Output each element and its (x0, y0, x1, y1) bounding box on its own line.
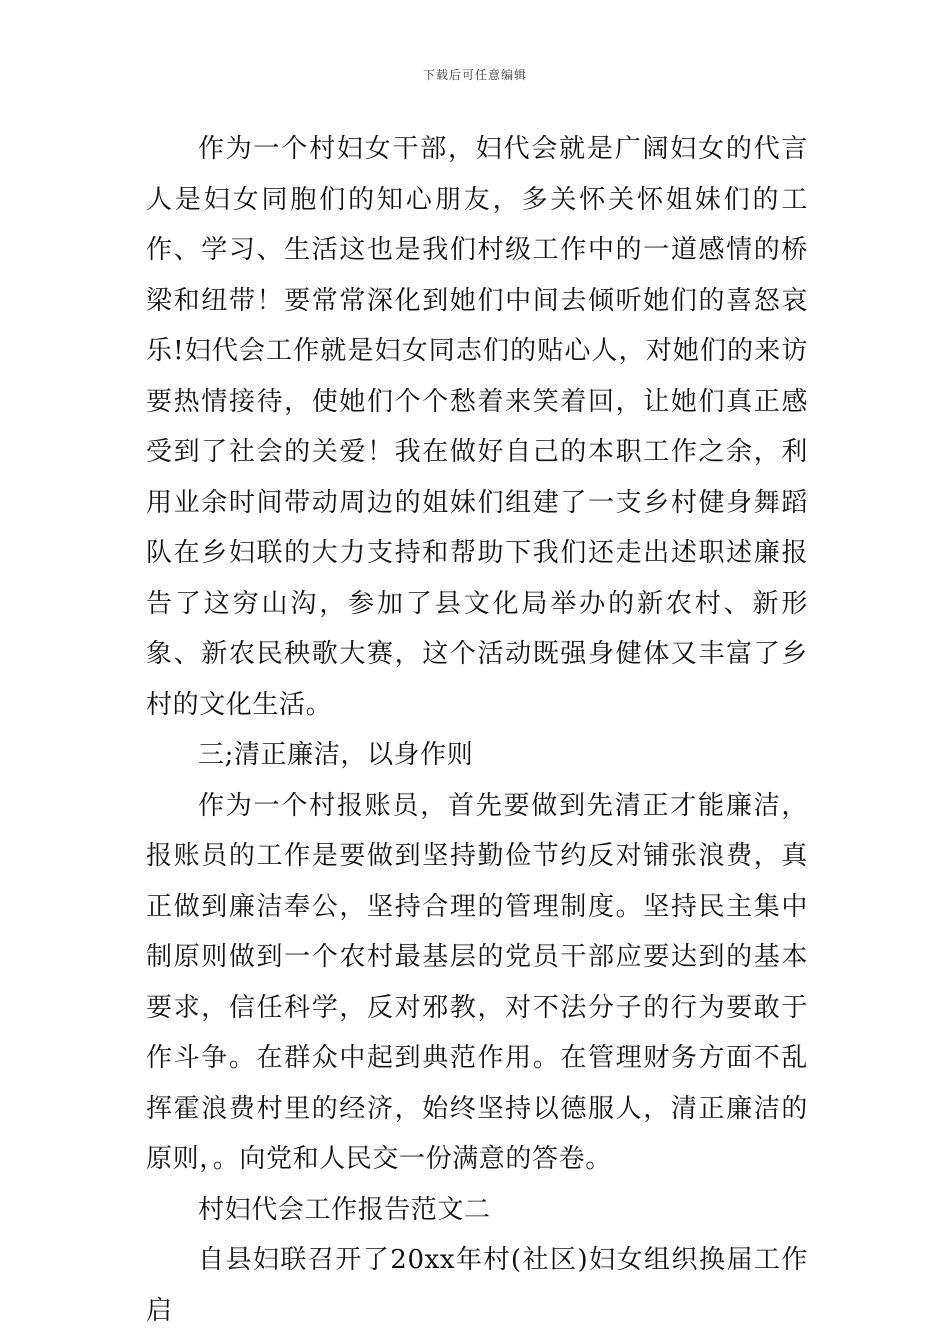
report-title-example-two: 村妇代会工作报告范文二 (198, 1194, 491, 1225)
document-body (146, 124, 808, 1336)
paragraph-county-federation: 自县妇联召开了20xx年村(社区)妇女组织换届工作启 (146, 1245, 808, 1326)
page-header-note: 下载后可任意编辑 (422, 68, 527, 82)
paragraph-women-cadre: 作为一个村妇女干部，妇代会就是广阔妇女的代言人是妇女同胞们的知心朋友，多关怀关怀姐妹们的工作、学习、生活这也是我们村级工作中的一道感情的桥梁和纽带！要常常深化到她们中间去倾听她们的喜怒哀乐!妇代会工作就是妇女同志们的贴心人，对她们的来访要热情接待，使她们个个愁着来笑着回，让她们真正感受到了社会的关爱！我在做好自己的本职工作之余，利用业余时间带动周边的姐妹们组建了一支乡村健身舞蹈队在乡妇联的大力支持和帮助下我们还走出述职述廉报告了这穷山沟，参加了县文化局举办的新农村、新形象、新农民秧歌大赛，这个活动既强身健体又丰富了乡村的文化生活。 (146, 134, 808, 720)
section-heading-integrity: 三;清正廉洁，以身作则 (198, 740, 474, 770)
paragraph-accountant: 作为一个村报账员，首先要做到先清正才能廉洁，报账员的工作是要做到坚持勤俭节约反对铺张浪费，真正做到廉洁奉公，坚持合理的管理制度。坚持民主集中制原则做到一个农村最基层的党员干部应要达到的基本要求，信任科学，反对邪教，对不法分子的行为要敢于作斗争。在群众中起到典范作用。在管理财务方面不乱挥霍浪费村里的经济，始终坚持以德服人，清正廉洁的原则，。向党和人民交一份满意的答卷。 (146, 790, 808, 1174)
